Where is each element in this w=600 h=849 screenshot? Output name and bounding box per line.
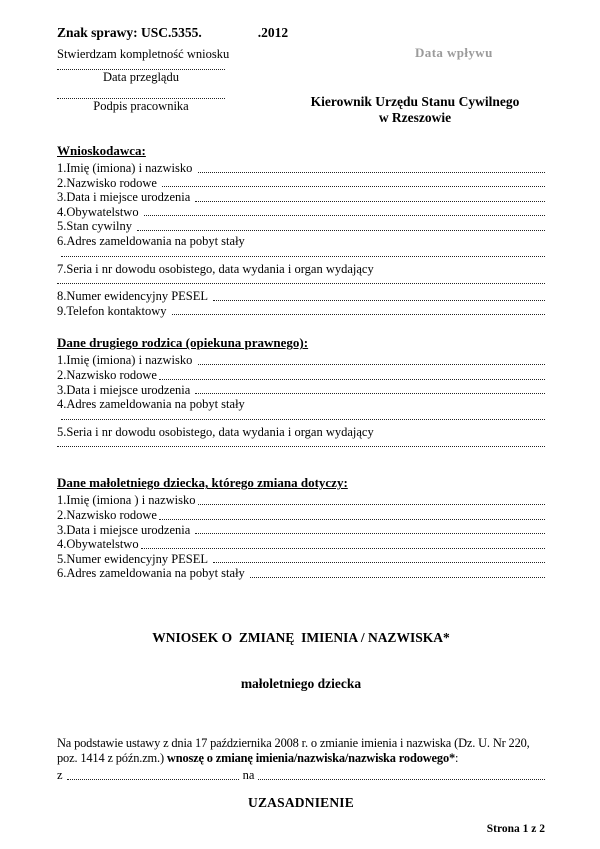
field-label: 2.Nazwisko rodowe: [57, 367, 157, 382]
form-field-row: [57, 289, 545, 304]
section-applicant: [57, 143, 545, 318]
section-minor-child: [57, 475, 545, 581]
field-label: 6.Adres zameldowania na pobyt stały: [57, 566, 248, 581]
form-field-row: [57, 353, 545, 368]
form-field-row: [57, 176, 545, 191]
dotted-fill-line: [159, 368, 545, 380]
dotted-fill-line: [61, 252, 545, 257]
dotted-fill-line: [67, 768, 239, 780]
field-label: 1.Imię (imiona ) i nazwisko: [57, 493, 196, 508]
employee-signature-block: [57, 93, 225, 113]
case-number-line: [57, 24, 545, 41]
form-field-row: [57, 566, 545, 581]
field-label: 7.Seria i nr dowodu osobistego, data wydania i organ wydający: [57, 261, 374, 276]
section-fields: [57, 493, 545, 581]
form-field-row: [57, 425, 545, 440]
field-label: 4.Obywatelstwo: [57, 204, 142, 219]
dotted-fill-line: [198, 161, 545, 173]
application-title-line2: małoletniego dziecka: [240, 676, 362, 692]
form-field-row: [57, 552, 545, 567]
case-year: .2012: [257, 25, 289, 40]
form-field-row: [57, 523, 545, 538]
form-field-row: [57, 234, 545, 249]
field-label: 9.Telefon kontaktowy: [57, 303, 170, 318]
dotted-fill-line: [213, 289, 545, 301]
form-field-row: [57, 397, 545, 412]
section-fields: [57, 161, 545, 318]
dotted-fill-line: [144, 205, 545, 217]
justification-heading: UZASADNIENIE: [248, 794, 354, 810]
dotted-fill-line: [57, 442, 545, 447]
field-label: 4.Adres zameldowania na pobyt stały: [57, 397, 245, 412]
field-label: 1.Imię (imiona) i nazwisko: [57, 353, 196, 368]
form-field-row: [57, 537, 545, 552]
dotted-fill-line: [198, 353, 545, 365]
application-title: [57, 599, 545, 723]
field-label: 1.Imię (imiona) i nazwisko: [57, 161, 196, 175]
form-field-row: [57, 493, 545, 508]
dotted-fill-line: [162, 176, 545, 188]
page-number: Strona 1 z 2: [486, 823, 545, 835]
legal-basis-paragraph: [57, 736, 545, 767]
application-title-line1: WNIOSEK O ZMIANĘ IMIENIA / NAZWISKA*: [152, 629, 450, 645]
field-label: 3.Data i miejsce urodzenia: [57, 522, 194, 537]
document-header: [57, 24, 545, 125]
field-label: 2.Nazwisko rodowe: [57, 507, 157, 522]
dotted-fill-line: [213, 552, 545, 564]
dotted-fill-line: [57, 279, 545, 284]
dotted-fill-line: [61, 415, 545, 420]
field-label: 8.Numer ewidencyjny PESEL: [57, 289, 211, 304]
dotted-fill-line: [195, 383, 545, 395]
form-field-row: [57, 219, 545, 234]
field-label: 3.Data i miejsce urodzenia: [57, 190, 194, 205]
review-date-label: Data przeglądu: [102, 70, 179, 84]
dotted-fill-line: [137, 219, 545, 231]
from-label: z: [57, 767, 63, 782]
section-title: Dane małoletniego dziecka, którego zmiana dotyczy:: [57, 475, 348, 491]
request-colon: :: [455, 751, 459, 766]
form-field-row: [57, 161, 545, 176]
dotted-fill-line: [172, 304, 545, 316]
case-number-label: Znak sprawy: USC.5355.: [57, 25, 202, 40]
employee-signature-label: Podpis pracownika: [93, 99, 189, 113]
form-field-row: [57, 304, 545, 319]
to-label: na: [242, 767, 255, 782]
dotted-fill-line: [258, 768, 545, 780]
completeness-note: Stwierdzam kompletność wniosku: [57, 47, 230, 61]
section-title: Dane drugiego rodzica (opiekuna prawnego):: [57, 335, 309, 351]
field-label: 4.Obywatelstwo: [57, 537, 139, 552]
dotted-fill-line: [195, 523, 545, 535]
form-field-row: [57, 368, 545, 383]
form-field-row: [57, 262, 545, 277]
request-bold-text: wnoszę o zmianę imienia/nazwiska/nazwiska rodowego*: [166, 751, 456, 766]
addressee-office: Kierownik Urzędu Stanu Cywilnego: [310, 94, 520, 109]
dotted-fill-line: [159, 508, 545, 520]
field-label: 5.Seria i nr dowodu osobistego, data wydania i organ wydający: [57, 424, 374, 439]
form-field-row: [57, 190, 545, 205]
addressee-city: w Rzeszowie: [378, 109, 452, 125]
field-label: 6.Adres zameldowania na pobyt stały: [57, 233, 245, 248]
section-title: Wnioskodawca:: [57, 143, 146, 158]
review-date-block: [57, 64, 225, 84]
dotted-fill-line: [198, 493, 545, 505]
dotted-fill-line: [250, 566, 545, 578]
form-field-row: [57, 508, 545, 523]
field-label: 2.Nazwisko rodowe: [57, 175, 161, 190]
field-label: 3.Data i miejsce urodzenia: [57, 382, 194, 397]
legal-basis-text: Na podstawie ustawy z dnia 17 października 2008 r. o zmianie imienia i nazwiska (Dz. U. Nr 220, poz. 1414 z późn.zm.): [57, 735, 530, 766]
form-field-row: [57, 205, 545, 220]
field-label: 5.Stan cywilny: [57, 219, 136, 234]
section-second-parent: [57, 335, 545, 447]
dotted-fill-line: [141, 537, 545, 549]
date-received-stamp: Data wpływu: [415, 45, 493, 60]
section-fields: [57, 353, 545, 447]
field-label: 5.Numer ewidencyjny PESEL: [57, 551, 211, 566]
name-change-line: [57, 768, 545, 783]
addressee-block: [290, 94, 540, 125]
form-field-row: [57, 383, 545, 398]
dotted-fill-line: [195, 190, 545, 202]
